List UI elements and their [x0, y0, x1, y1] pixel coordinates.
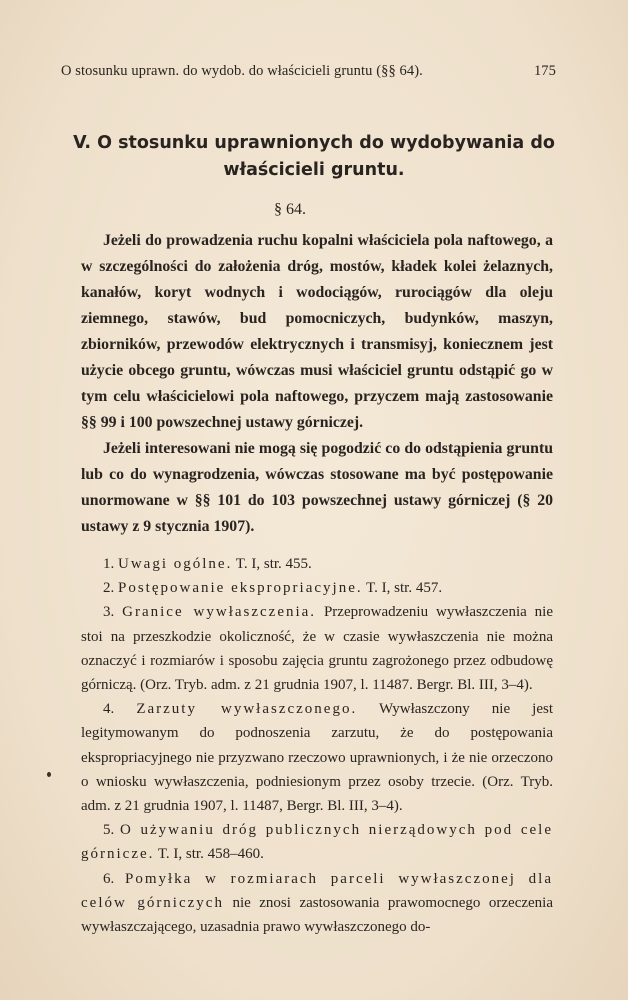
statute-paragraph-2: Jeżeli interesowani nie mogą się pogodzić co do odstąpienia gruntu lub co do wynagrodzenia, wówczas stosowane ma być postępowanie unormowane w §§ 101 do 103 powszechnej ustawy górniczej (§ 20 ustawy z 9 stycznia 1907). [81, 440, 553, 535]
note-heading: Pomyłka w rozmiarach parceli wywłaszczonej dla celów górniczych [81, 870, 553, 911]
page-number: 175 [533, 63, 556, 79]
note-heading: Uwagi ogólne. [118, 556, 233, 572]
statute-paragraph-1: Jeżeli do prowadzenia ruchu kopalni właściciela pola naftowego, a w szczególności do założenia dróg, mostów, kładek kolei żelaznych, kanałów, koryt wodnych i wodociągów, rurociągów dla oleju ziemnego, stawów, bud pomocniczych, budynków, maszyn, zbiorników, przewodów elektrycznych i transmisyj, koniecznem jest użycie obcego gruntu, wówczas musi właściciel gruntu odstąpić go w tym celu właścicielowi pola naftowego, przyczem mają zastosowanie §§ 99 i 100 powszechnej ustawy górniczej. [81, 232, 553, 431]
note-number: 6. [103, 870, 115, 887]
note-number: 3. [103, 604, 115, 621]
note-heading: O używaniu dróg publicznych nierządowych pod cele górnicze. [81, 822, 553, 863]
note-item [81, 552, 553, 576]
note-text: nie znosi zastosowania prawomocnego orzeczenia wywłaszczającego, uzasadnia prawo wywłaszczonego do- [81, 894, 553, 936]
note-text: T. I, str. 458–460. [154, 846, 264, 863]
note-item [81, 697, 553, 818]
note-number: 2. [103, 580, 115, 597]
note-number: 1. [103, 556, 115, 572]
ink-spot [47, 772, 51, 777]
paragraph-mark: § 64. [274, 201, 306, 218]
notes-list [81, 552, 553, 939]
note-item [81, 600, 553, 697]
note-item [81, 818, 553, 866]
running-head-title: O stosunku uprawn. do wydob. do właścicieli gruntu (§§ 64). [61, 63, 423, 79]
note-text: T. I, str. 455. [232, 556, 312, 572]
note-item [81, 576, 553, 600]
section-title [0, 130, 628, 184]
note-number: 5. [103, 822, 115, 839]
note-heading: Granice wywłaszczenia. [122, 604, 317, 621]
page-body [81, 228, 553, 939]
note-number: 4. [103, 701, 115, 718]
note-item [81, 867, 553, 940]
note-text: T. I, str. 457. [362, 580, 443, 597]
section-title-line-1: V. O stosunku uprawnionych do wydobywania do [73, 133, 555, 153]
note-heading: Zarzuty wywłaszczonego. [136, 701, 358, 718]
note-text: Przeprowadzeniu wywłaszczenia nie stoi na przeszkodzie okoliczność, że w czasie wywłaszczenia nie można oznaczyć i rozmiarów i sposobu zajęcia gruntu zagrożonego przez odbudowę górniczą. (Orz. Tryb. adm. z 21 grudnia 1907, l. 11487. Bergr. Bl. III, 3–4). [81, 604, 553, 694]
section-title-line-2: właścicieli gruntu. [223, 160, 405, 180]
note-text: Wywłaszczony nie jest legitymowanym do podnoszenia zarzutu, że do postępowania ekspropriacyjnego nie przyzwano rzeczowo uprawnionych, i że nie orzeczono o wniosku wywłaszczenia, podniesionym przez osoby trzecie. (Orz. Tryb. adm. z 21 grudnia 1907, l. 11487, Bergr. Bl. III, 3–4). [81, 701, 553, 815]
note-heading: Postępowanie ekspropriacyjne. [118, 580, 363, 597]
